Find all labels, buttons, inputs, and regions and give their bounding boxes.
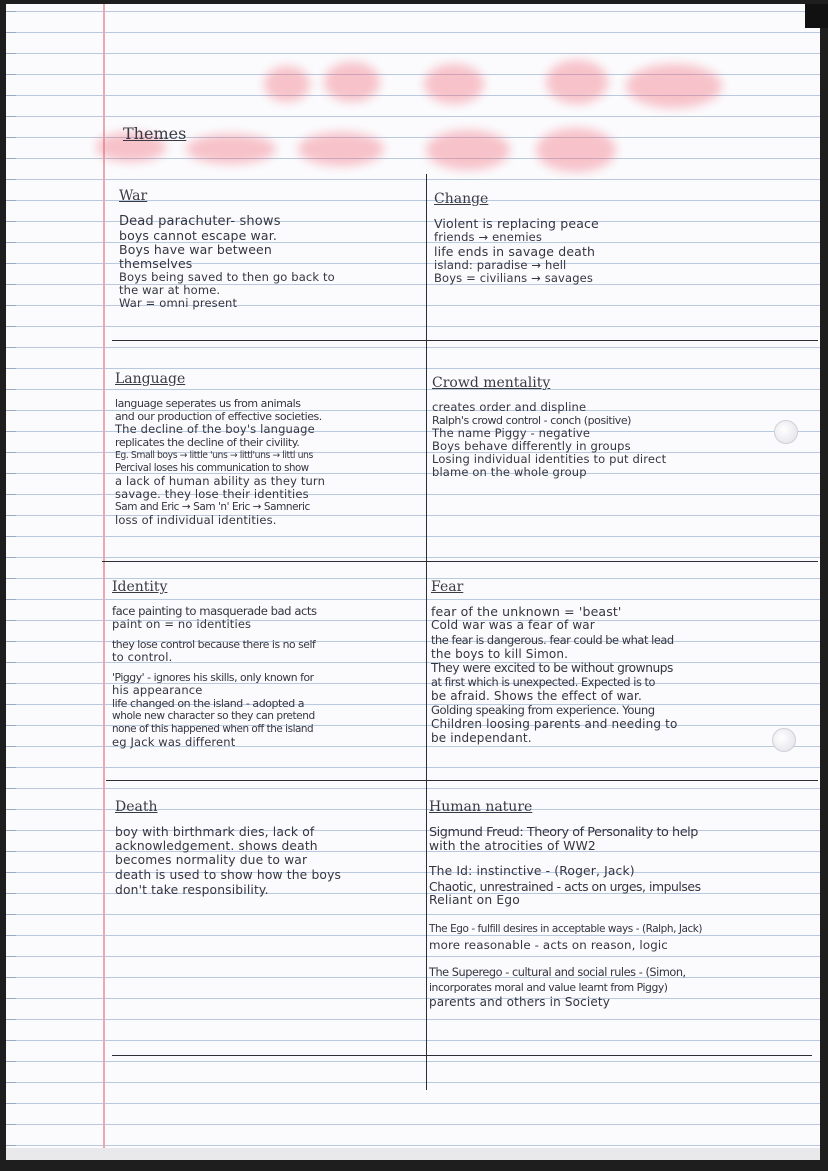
note-line: They were excited to be without grownups — [431, 661, 673, 675]
section-crowd-mentality — [432, 374, 666, 479]
note-line: Cold war was a fear of war — [431, 618, 595, 632]
section-change — [434, 190, 599, 285]
ink-bleed-blot — [298, 132, 384, 166]
note-line: to control. — [112, 650, 173, 664]
section-notes — [115, 825, 341, 898]
note-line: replicates the decline of their civility. — [115, 436, 300, 449]
section-notes — [115, 397, 325, 527]
section-notes — [434, 217, 599, 285]
note-line: The name Piggy - negative — [432, 426, 591, 440]
ink-bleed-blot — [264, 66, 310, 102]
section-fear — [431, 578, 677, 745]
column-divider — [426, 174, 427, 1090]
section-heading: Identity — [112, 579, 168, 595]
page-title: Themes — [123, 124, 187, 143]
note-line: The Ego - fulfill desires in acceptable ways - (Ralph, Jack) — [429, 923, 703, 935]
note-line: the fear is dangerous. fear could be what lead — [431, 633, 674, 647]
note-line: a lack of human ability as they turn — [115, 474, 326, 488]
page-bottom-edge — [6, 1148, 820, 1160]
note-line: they lose control because there is no self — [112, 638, 316, 651]
note-line: life changed on the island - adopted a — [112, 697, 305, 710]
note-line: Losing individual identities to put direct — [432, 452, 667, 466]
note-line: The Superego - cultural and social rules - (Simon, — [429, 966, 686, 979]
note-line: eg Jack was different — [112, 735, 236, 749]
note-line: Children loosing parents and needing to — [431, 717, 678, 731]
note-line: be independant. — [431, 731, 532, 745]
note-line: Reliant on Ego — [429, 893, 520, 907]
note-line: themselves — [119, 256, 193, 271]
section-language — [115, 370, 325, 527]
section-notes — [112, 605, 317, 749]
note-line: savage. they lose their identities — [115, 487, 309, 501]
note-line: blame on the whole group — [432, 465, 587, 479]
note-line: 'Piggy' - ignores his skills, only known for — [112, 671, 314, 684]
row-divider — [112, 340, 818, 341]
section-war — [119, 187, 335, 310]
note-line: his appearance — [112, 683, 203, 697]
section-notes — [432, 401, 666, 479]
note-line: with the atrocities of WW2 — [429, 839, 596, 853]
ink-bleed-blot — [186, 134, 276, 164]
note-line: The Id: instinctive - (Roger, Jack) — [429, 864, 635, 878]
note-line: boys cannot escape war. — [119, 228, 277, 243]
note-line: death is used to show how the boys — [115, 868, 342, 882]
note-line: life ends in savage death — [434, 244, 596, 259]
scan-background-corner — [805, 4, 828, 28]
page-edge-ticks — [6, 4, 16, 1159]
note-line: more reasonable - acts on reason, logic — [429, 938, 668, 952]
note-line: fear of the unknown = 'beast' — [431, 604, 622, 619]
note-line: Ralph's crowd control - conch (positive) — [432, 414, 632, 427]
note-line: language seperates us from animals — [115, 397, 301, 410]
note-line: paint on = no identities — [112, 617, 252, 631]
note-line: Boys = civilians → savages — [434, 271, 594, 285]
punch-hole — [774, 420, 798, 444]
note-line: Eg. Small boys → little 'uns → littl'uns → littl uns — [115, 450, 313, 461]
note-line: Chaotic, unrestrained - acts on urges, impulses — [429, 879, 701, 894]
section-notes — [431, 605, 677, 745]
section-notes — [119, 214, 335, 310]
note-line: friends → enemies — [434, 230, 543, 244]
margin-line — [103, 4, 105, 1159]
section-death — [115, 798, 341, 898]
note-line: Violent is replacing peace — [434, 216, 599, 231]
ink-bleed-blot — [426, 130, 510, 170]
note-line: becomes normality due to war — [115, 853, 308, 867]
punch-hole — [772, 728, 796, 752]
note-line: island: paradise → hell — [434, 258, 567, 272]
note-line: War = omni present — [119, 296, 238, 310]
section-heading: War — [119, 188, 148, 204]
note-line: Boys behave differently in groups — [432, 439, 631, 453]
note-line: Boys being saved to then go back to — [119, 270, 335, 284]
notebook-page — [6, 4, 820, 1159]
note-line: boy with birthmark dies, lack of — [115, 825, 315, 839]
note-line: Sigmund Freud: Theory of Personality to help — [429, 825, 698, 840]
section-heading: Crowd mentality — [432, 375, 551, 391]
section-heading: Language — [115, 371, 186, 387]
note-line: the boys to kill Simon. — [431, 647, 569, 661]
row-divider — [112, 1055, 812, 1056]
ink-bleed-blot — [546, 60, 608, 104]
note-line: Dead parachuter- shows — [119, 214, 281, 229]
note-line: creates order and displine — [432, 400, 587, 414]
note-line: the war at home. — [119, 283, 221, 297]
section-heading: Fear — [431, 579, 464, 595]
note-line: at first which is unexpected. Expected is to — [431, 676, 655, 689]
note-line: Sam and Eric → Sam 'n' Eric → Samneric — [115, 501, 310, 513]
ink-bleed-blot — [536, 128, 616, 172]
note-line: acknowledgement. shows death — [115, 839, 318, 853]
note-line: and our production of effective societies. — [115, 410, 322, 423]
note-line: whole new character so they can pretend — [112, 710, 315, 722]
note-line: parents and others in Society — [429, 995, 611, 1009]
section-human-nature — [429, 798, 702, 1010]
note-line: incorporates moral and value learnt from Piggy) — [429, 981, 668, 994]
note-line: none of this happened when off the island — [112, 723, 314, 735]
section-notes — [429, 825, 702, 1010]
row-divider — [106, 780, 818, 781]
section-identity — [112, 578, 317, 749]
note-line: loss of individual identities. — [115, 513, 277, 527]
section-heading: Death — [115, 799, 158, 815]
row-divider — [102, 561, 818, 562]
note-line: Boys have war between — [119, 242, 272, 257]
ink-bleed-blot — [424, 64, 484, 104]
note-line: The decline of the boy's language — [115, 422, 315, 436]
section-heading: Human nature — [429, 799, 533, 815]
note-line: Percival loses his communication to show — [115, 463, 309, 474]
ink-bleed-blot — [626, 64, 722, 108]
ink-bleed-blot — [324, 62, 380, 102]
section-heading: Change — [434, 191, 489, 207]
note-line: face painting to masquerade bad acts — [112, 604, 317, 618]
note-line: be afraid. Shows the effect of war. — [431, 689, 642, 703]
note-line: Golding speaking from experience. Young — [431, 703, 655, 717]
note-line: don't take responsibility. — [115, 883, 269, 897]
